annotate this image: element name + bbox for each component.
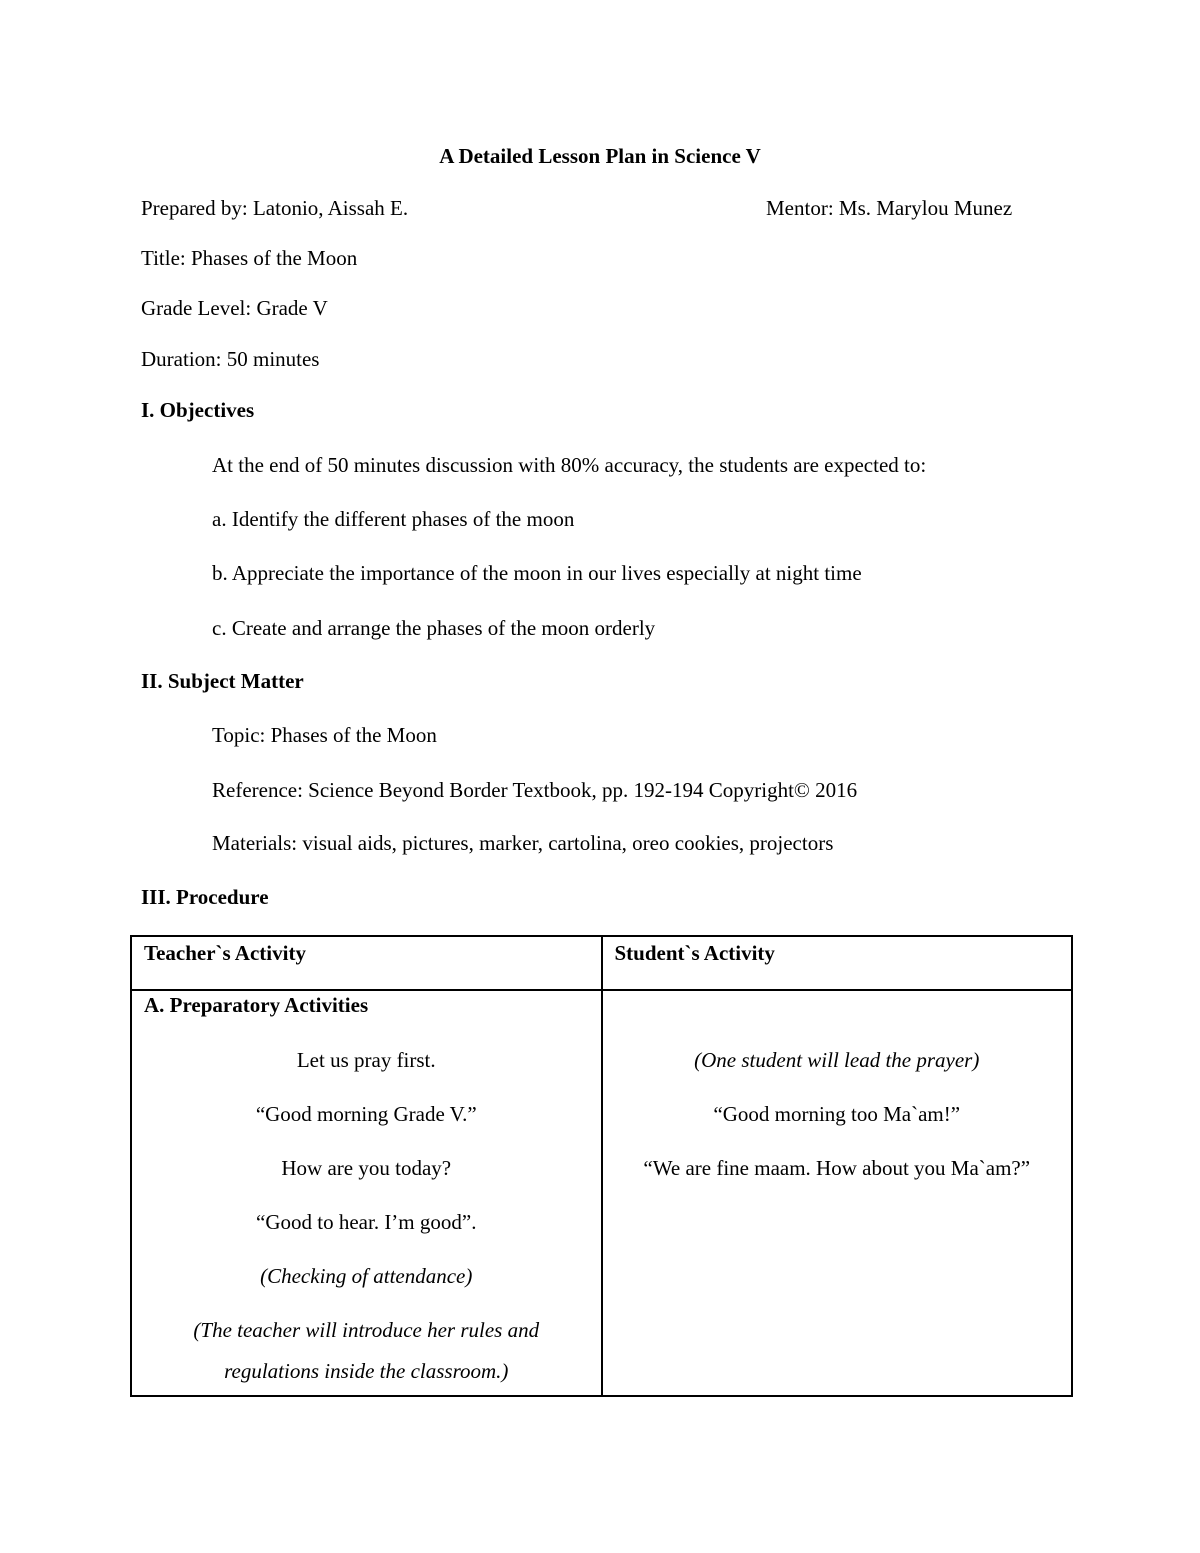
procedure-table <box>130 935 1073 1397</box>
subject-reference: Reference: Science Beyond Border Textbook, pp. 192-194 Copyright© 2016 <box>212 778 858 802</box>
teacher-line: regulations inside the classroom.) <box>224 1359 509 1383</box>
teacher-line: How are you today? <box>281 1156 452 1180</box>
preparatory-activities-label: A. Preparatory Activities <box>144 993 369 1017</box>
objectives-heading: I. Objectives <box>141 398 255 422</box>
subject-topic: Topic: Phases of the Moon <box>212 723 437 747</box>
objective-item: a. Identify the different phases of the moon <box>212 507 575 531</box>
objective-item: c. Create and arrange the phases of the moon orderly <box>212 616 656 640</box>
grade-level: Grade Level: Grade V <box>141 296 328 320</box>
teacher-line: “Good morning Grade V.” <box>255 1102 477 1126</box>
duration: Duration: 50 minutes <box>141 347 320 371</box>
mentor: Mentor: Ms. Marylou Munez <box>766 196 1013 220</box>
student-line: “Good morning too Ma`am!” <box>713 1102 961 1126</box>
student-line: “We are fine maam. How about you Ma`am?” <box>643 1156 1031 1180</box>
objectives-intro: At the end of 50 minutes discussion with 80% accuracy, the students are expected to: <box>212 453 927 477</box>
lesson-title: Title: Phases of the Moon <box>141 246 358 270</box>
teacher-activity-cell <box>131 990 602 1396</box>
subject-matter-heading: II. Subject Matter <box>141 669 304 693</box>
student-activity-cell <box>602 990 1073 1396</box>
teacher-line: Let us pray first. <box>296 1048 436 1072</box>
teacher-line: “Good to hear. I’m good”. <box>256 1210 477 1234</box>
student-line: (One student will lead the prayer) <box>694 1048 980 1072</box>
prepared-by: Prepared by: Latonio, Aissah E. <box>141 196 409 220</box>
procedure-heading: III. Procedure <box>141 885 269 909</box>
subject-materials: Materials: visual aids, pictures, marker, cartolina, oreo cookies, projectors <box>212 831 834 855</box>
teacher-line: (The teacher will introduce her rules and <box>193 1318 540 1342</box>
document-title: A Detailed Lesson Plan in Science V <box>439 144 761 168</box>
student-activity-header: Student`s Activity <box>602 936 1073 990</box>
teacher-activity-header: Teacher`s Activity <box>131 936 602 990</box>
teacher-line: (Checking of attendance) <box>260 1264 473 1288</box>
table-row <box>131 990 1072 1396</box>
table-header-row <box>131 936 1072 990</box>
objective-item: b. Appreciate the importance of the moon in our lives especially at night time <box>212 561 862 585</box>
